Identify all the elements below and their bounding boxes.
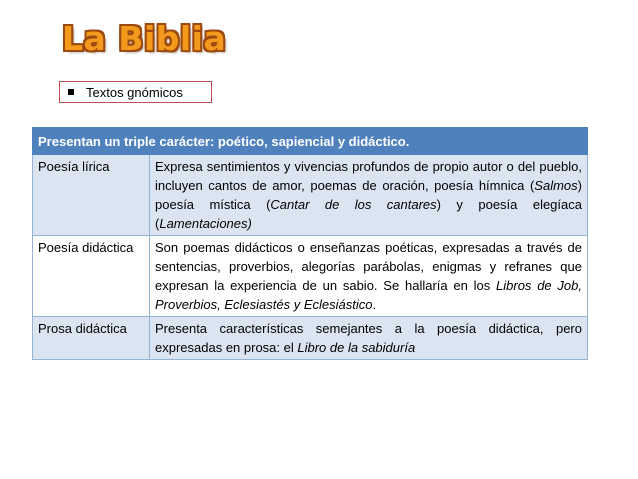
desc-emphasis: Lamentaciones) xyxy=(159,216,252,231)
table-row xyxy=(33,236,588,317)
row-description xyxy=(150,317,588,360)
row-term: Poesía lírica xyxy=(33,155,150,236)
bullet-label: Textos gnómicos xyxy=(86,84,183,100)
row-term: Prosa didáctica xyxy=(33,317,150,360)
desc-emphasis: Salmos xyxy=(534,178,578,193)
desc-emphasis: Libro de la sabiduría xyxy=(297,340,416,355)
desc-text: Presenta características semejantes a la poesía didáctica, pero expresadas en prosa: el xyxy=(155,321,582,355)
desc-emphasis: Cantar de los cantares xyxy=(270,197,437,212)
desc-text: . xyxy=(372,297,377,312)
row-description xyxy=(150,236,588,317)
content-table xyxy=(32,127,588,360)
row-description xyxy=(150,155,588,236)
desc-text: ) y poesía elegíaca ( xyxy=(155,197,582,231)
bullet-item xyxy=(59,81,212,103)
square-bullet-icon xyxy=(68,89,74,95)
desc-text: Expresa sentimientos y vivencias profundos de propio autor o del pueblo, incluyen cantos de amor, poemas de oración, poesía hímnica ( xyxy=(155,159,582,193)
desc-text: Son poemas didácticos o enseñanzas poéticas, expresadas a través de sentencias, proverbios, alegorías parábolas, enigmas y refranes que expresan la experiencia de un sabio. Se hallaría en los xyxy=(155,240,582,293)
table-row xyxy=(33,317,588,360)
row-term: Poesía didáctica xyxy=(33,236,150,317)
table-header-row xyxy=(33,128,588,155)
page-title: La Biblia xyxy=(62,19,227,58)
desc-emphasis: Libros de Job, Proverbios, Eclesiastés y Eclesiástico xyxy=(155,278,582,312)
desc-text: ) poesía mística ( xyxy=(155,178,582,212)
table-header-cell: Presentan un triple carácter: poético, sapiencial y didáctico. xyxy=(33,128,588,155)
table-row xyxy=(33,155,588,236)
